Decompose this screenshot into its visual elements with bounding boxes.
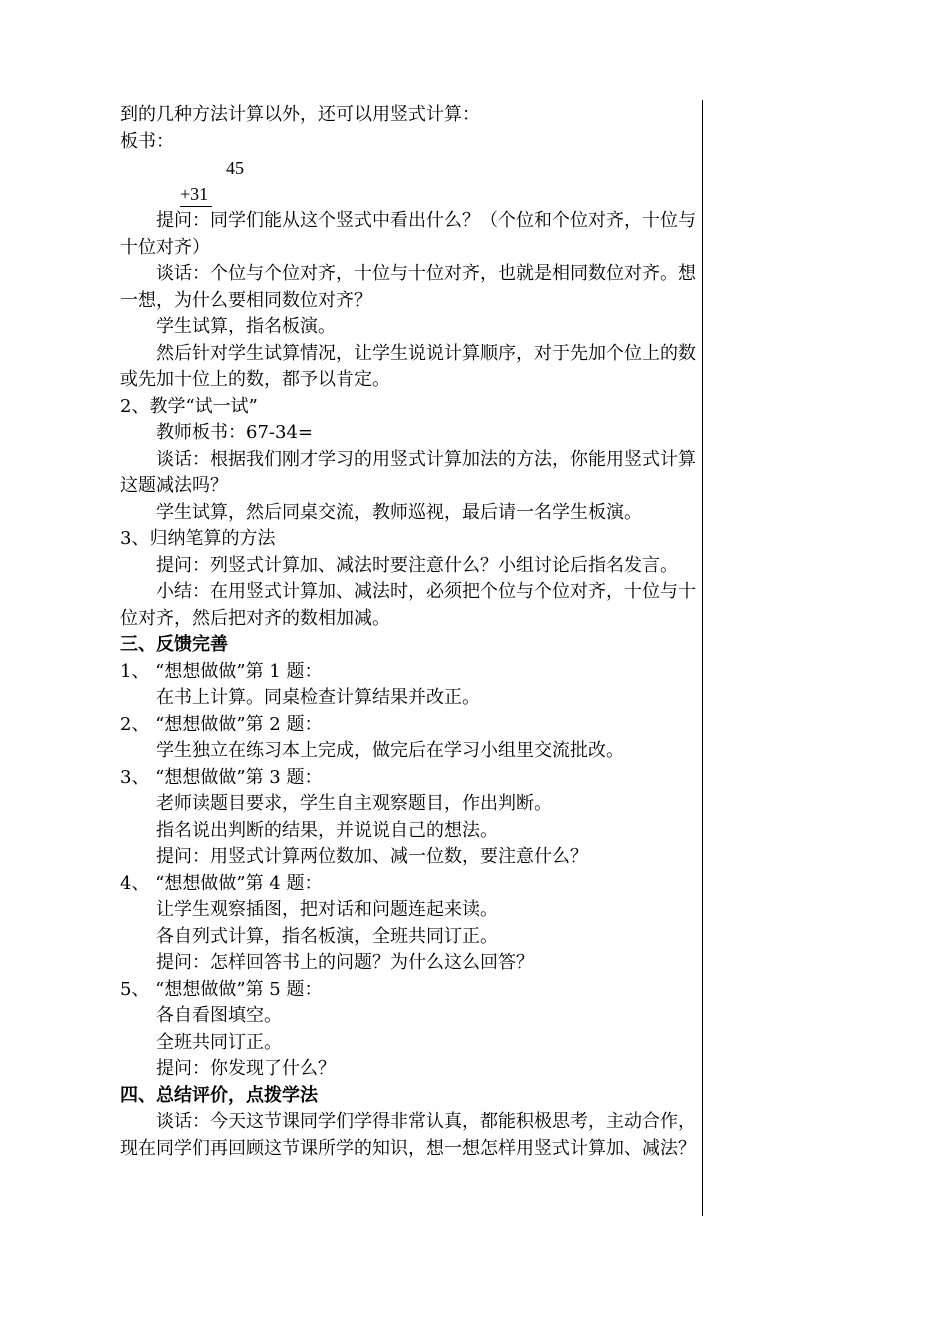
exercise-1-title: 1、 “想想做做”第 1 题： [120,660,323,682]
exercise-3-title: 3、 “想想做做”第 3 题： [120,766,323,788]
exercise-4-text-a: 让学生观察插图，把对话和问题连起来读。 [156,899,498,920]
exercise-2-title: 2、 “想想做做”第 2 题： [120,713,323,735]
board-writing: 教师板书：67-34= [156,422,313,443]
table-right-border [702,100,703,1216]
closing-paragraph: 谈话：今天这节课同学们学得非常认真，都能积极思考，主动合作，现在同学们再回顾这节课所学的知识，想一想怎样用竖式计算加、减法？ [120,1111,696,1159]
subtraction-talk: 谈话：根据我们刚才学习的用竖式计算加法的方法，你能用竖式计算这题减法吗？ [120,448,696,496]
exercise-4-text-c: 提问：怎样回答书上的问题？为什么这么回答？ [156,952,534,973]
calc-bottom-number: +31 [180,182,212,207]
intro-line: 到的几种方法计算以外，还可以用竖式计算： [120,104,480,125]
exercise-3-text-b: 指名说出判断的结果，并说说自己的想法。 [156,819,498,841]
section-3-title: 3、归纳笔算的方法 [120,528,276,549]
question-paragraph: 提问：同学们能从这个竖式中看出什么？（个位和个位对齐，十位与十位对齐） [120,210,696,258]
practice-paragraph: 学生试算，指名板演。 [156,316,336,337]
exercise-2-text: 学生独立在练习本上完成，做完后在学习小组里交流批改。 [156,740,624,761]
exercise-5-title: 5、 “想想做做”第 5 题： [120,978,323,1000]
exercise-5-text-a: 各自看图填空。 [156,1005,282,1026]
board-label: 板书： [120,130,174,152]
calc-top-number: 45 [226,158,244,178]
exercise-5-text-c: 提问：你发现了什么？ [156,1058,336,1079]
exercise-4-title: 4、 “想想做做”第 4 题： [120,872,323,894]
section-2-title: 2、教学“试一试” [120,395,258,417]
exercise-4-text-b: 各自列式计算，指名板演，全班共同订正。 [156,925,498,947]
exercise-3-text-a: 老师读题目要求，学生自主观察题目，作出判断。 [156,793,552,814]
vertical-calculation [120,155,696,208]
exercise-1-text: 在书上计算。同桌检查计算结果并改正。 [156,687,480,708]
trial-paragraph: 学生试算，然后同桌交流，教师巡视，最后请一名学生板演。 [156,501,642,523]
heading-feedback: 三、反馈完善 [120,634,228,655]
summary-paragraph: 小结：在用竖式计算加、减法时，必须把个位与个位对齐，十位与十位对齐，然后把对齐的数相加减。 [120,581,696,629]
exercise-3-text-c: 提问：用竖式计算两位数加、减一位数，要注意什么？ [156,846,588,867]
order-paragraph: 然后针对学生试算情况，让学生说说计算顺序，对于先加个位上的数或先加十位上的数，都予以肯定。 [120,342,696,390]
heading-summary: 四、总结评价，点拨学法 [120,1084,318,1106]
lesson-plan-content [120,102,696,1162]
talk-paragraph: 谈话：个位与个位对齐，十位与十位对齐，也就是相同数位对齐。想一想，为什么要相同数位对齐？ [120,263,696,311]
discussion-paragraph: 提问：列竖式计算加、减法时要注意什么？小组讨论后指名发言。 [156,554,678,576]
exercise-5-text-b: 全班共同订正。 [156,1031,282,1053]
